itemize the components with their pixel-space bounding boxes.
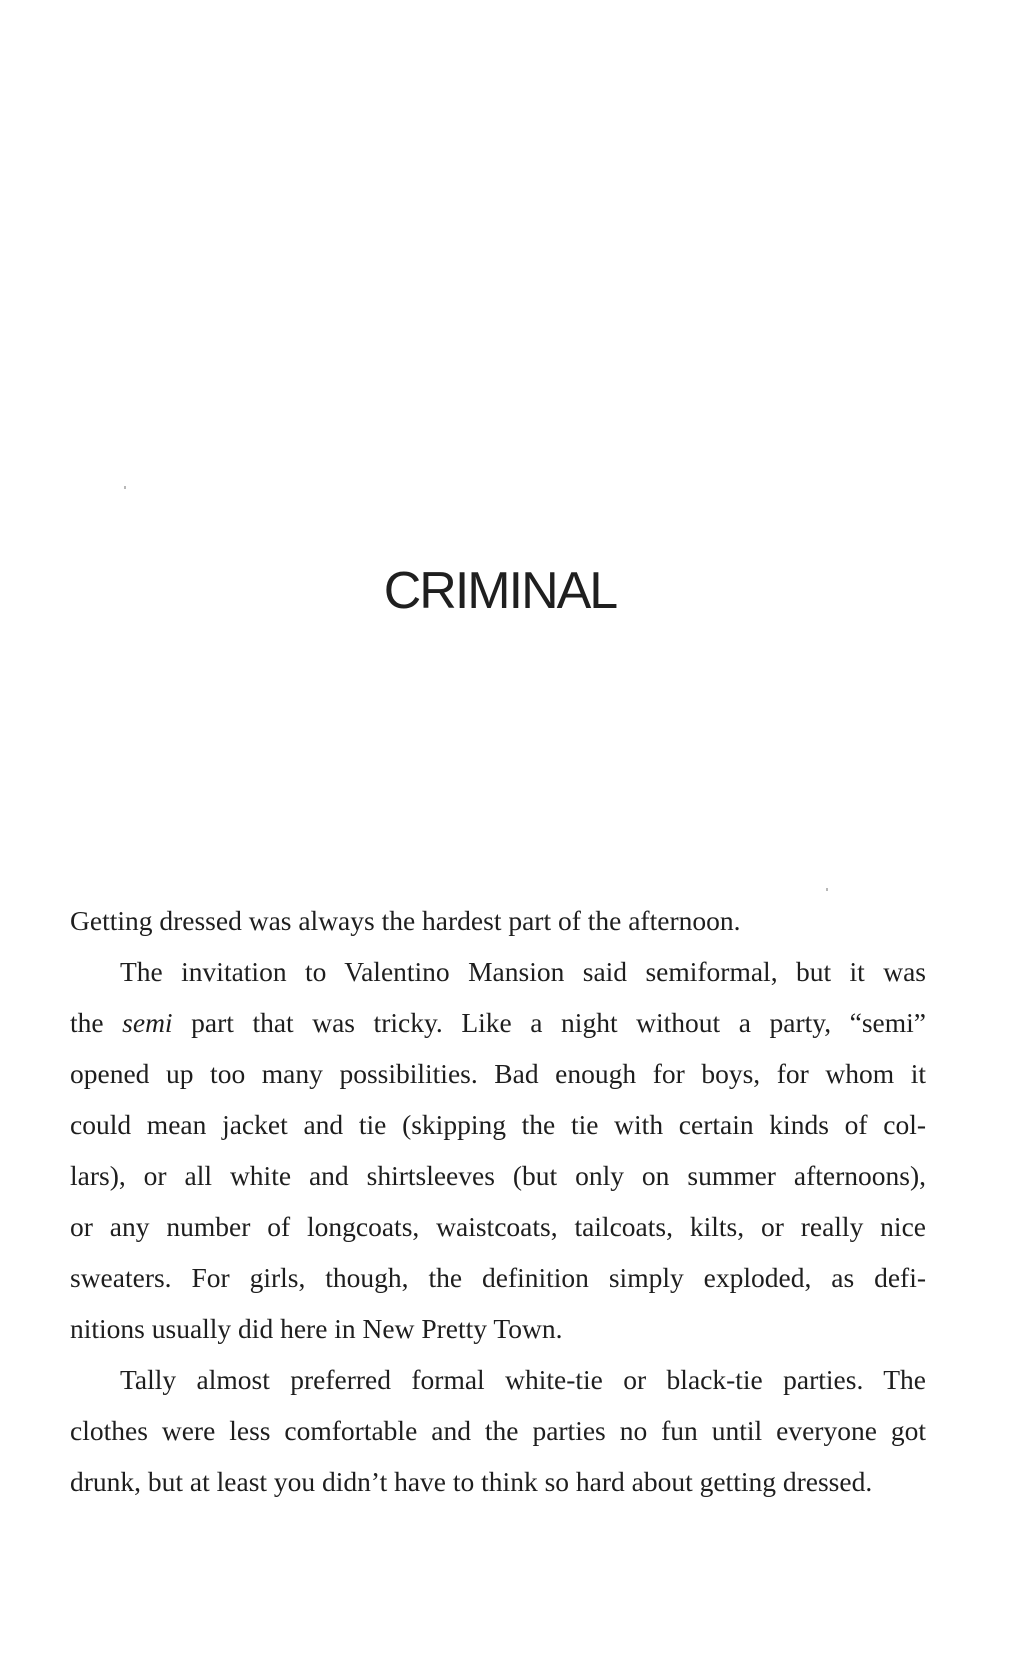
paragraph-line: nitions usually did here in New Pretty Town. — [70, 1313, 563, 1344]
paragraph-line: the semi part that was tricky. Like a night without a party, “semi” — [70, 1007, 926, 1038]
chapter-body — [70, 895, 926, 1507]
emphasis-text: semi — [122, 1007, 173, 1038]
chapter-title: CRIMINAL — [383, 561, 617, 620]
paper-speck — [826, 888, 828, 891]
paragraph-line: Tally almost preferred formal white-tie or black-tie parties. The — [120, 1364, 926, 1395]
paragraph-line: drunk, but at least you didn’t have to think so hard about getting dressed. — [70, 1466, 873, 1497]
paper-speck — [124, 486, 126, 489]
paragraph-line: could mean jacket and tie (skipping the tie with certain kinds of col- — [70, 1109, 926, 1140]
paragraph-line: Getting dressed was always the hardest part of the afternoon. — [70, 905, 741, 936]
paragraph-line: opened up too many possibilities. Bad enough for boys, for whom it — [70, 1058, 926, 1089]
paragraph-line: The invitation to Valentino Mansion said semiformal, but it was — [120, 956, 926, 987]
paragraph-line: or any number of longcoats, waistcoats, tailcoats, kilts, or really nice — [70, 1211, 926, 1242]
paragraph-line: clothes were less comfortable and the parties no fun until everyone got — [70, 1415, 926, 1446]
paragraph-line: sweaters. For girls, though, the definition simply exploded, as defi- — [70, 1262, 926, 1293]
paragraph-line: lars), or all white and shirtsleeves (but only on summer afternoons), — [70, 1160, 926, 1191]
